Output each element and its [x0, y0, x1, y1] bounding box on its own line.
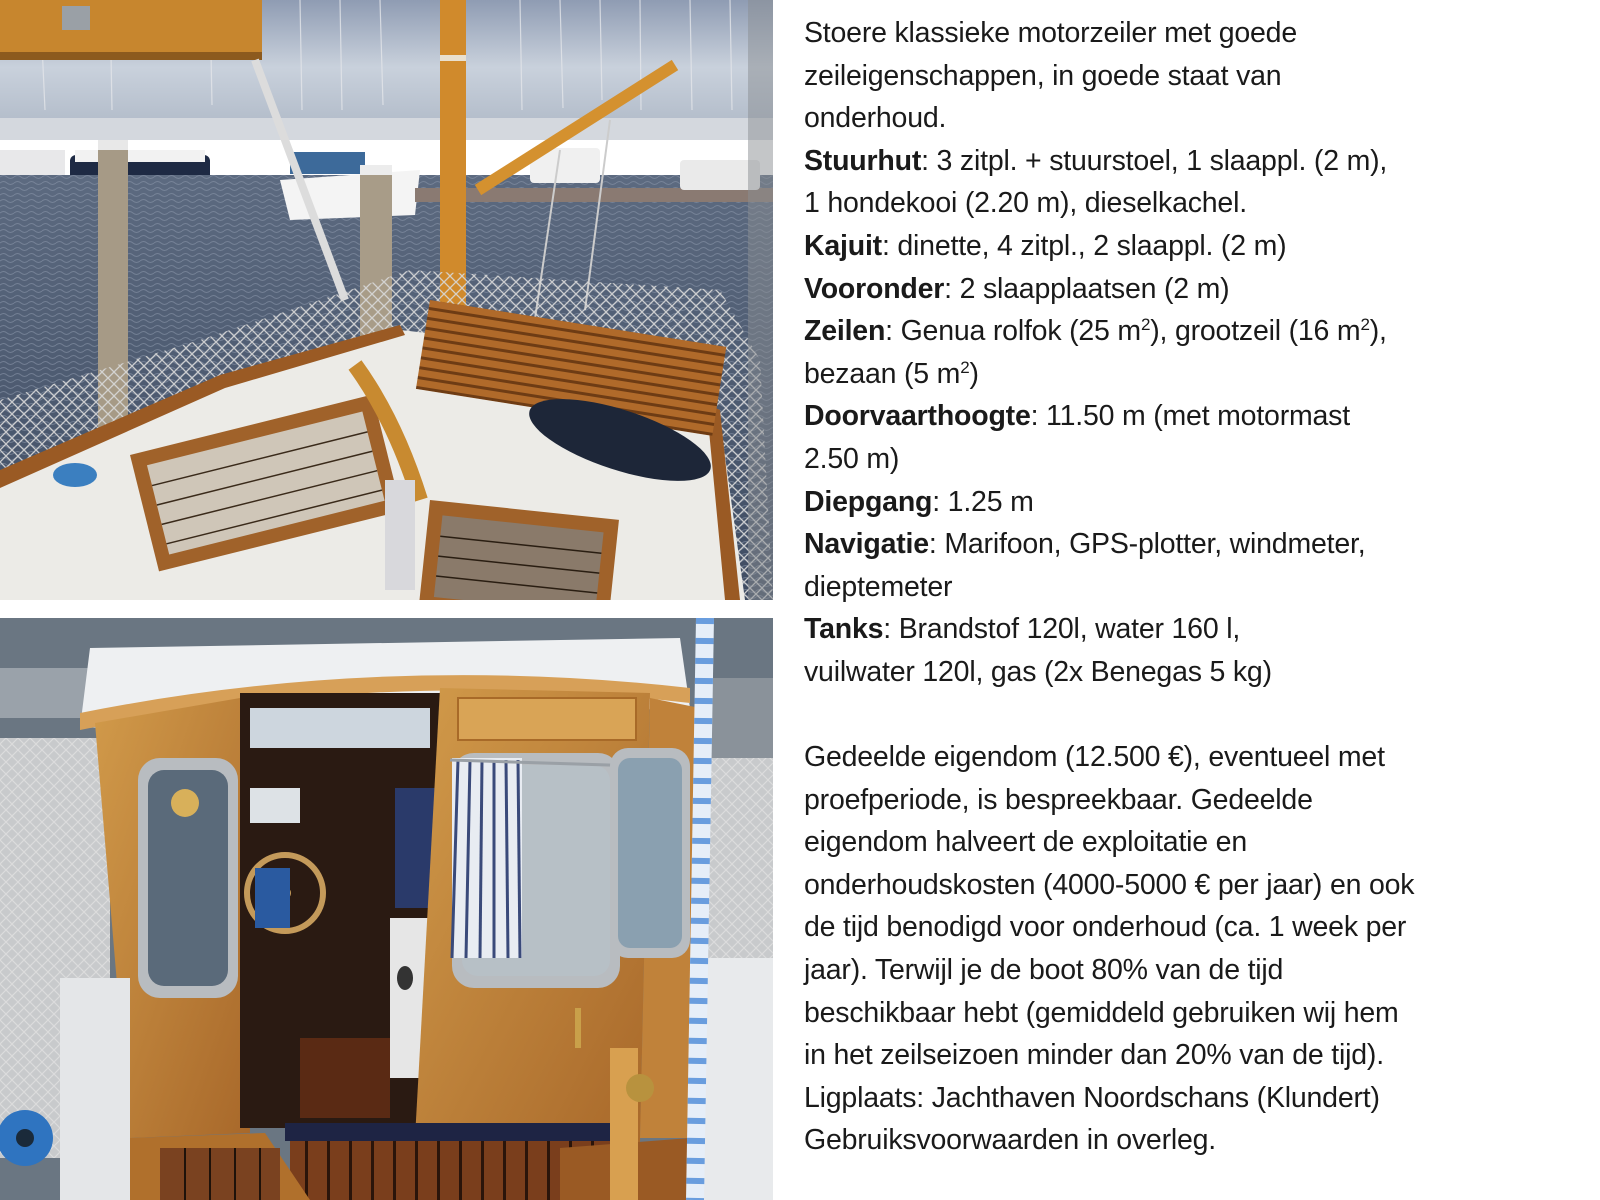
spec-zeilen-cont [804, 353, 1594, 396]
intro-line: Stoere klassieke motorzeiler met goede [804, 17, 1297, 49]
spec-label: Doorvaarthoogte [804, 400, 1031, 433]
listing-description [804, 12, 1594, 1162]
spec-tanks [804, 608, 1594, 651]
spec-value: : 2 slaapplaatsen (2 m) [944, 272, 1230, 305]
spec-value: : dinette, 4 zitpl., 2 slaappl. (2 m) [881, 229, 1287, 262]
specs-list [804, 140, 1594, 694]
spec-label: Zeilen [804, 315, 886, 348]
superscript: 2 [1140, 315, 1151, 335]
ownership-line: beschikbaar hebt (gemiddeld gebruiken wij hem [804, 996, 1399, 1029]
spec-tanks-cont: vuilwater 120l, gas (2x Benegas 5 kg) [804, 655, 1272, 688]
spec-value: ), [1369, 315, 1387, 348]
spec-stuurhut-cont: 1 hondekooi (2.20 m), dieselkachel. [804, 187, 1247, 220]
ownership-line: Gedeelde eigendom (12.500 €), eventueel met [804, 741, 1385, 774]
ownership-line: proefperiode, is bespreekbaar. Gedeelde [804, 783, 1313, 816]
boat-foredeck-photo [0, 0, 773, 600]
spec-value: : Marifoon, GPS-plotter, windmeter, [928, 528, 1366, 561]
wheelhouse-photo-image [0, 618, 773, 1200]
spec-value: ), grootzeil (16 m [1150, 315, 1361, 348]
superscript: 2 [960, 357, 970, 377]
paragraph-spacer [804, 694, 1594, 737]
ownership-line: jaar). Terwijl je de boot 80% van de tijd [804, 954, 1284, 987]
spec-value: bezaan (5 m [804, 357, 961, 390]
spec-doorvaarthoogte [804, 395, 1594, 438]
spec-value: : 3 zitpl. + stuurstoel, 1 slaappl. (2 m), [921, 144, 1388, 177]
spec-navigatie-cont: dieptemeter [804, 570, 953, 603]
spec-label: Kajuit [804, 229, 882, 262]
spec-label: Stuurhut [804, 144, 922, 177]
spec-value: ) [969, 357, 979, 390]
spec-navigatie [804, 523, 1594, 566]
spec-value: : Genua rolfok (25 m [885, 315, 1141, 348]
foredeck-photo-image [0, 0, 773, 600]
superscript: 2 [1360, 315, 1370, 335]
spec-doorvaarthoogte-cont: 2.50 m) [804, 442, 900, 475]
spec-diepgang [804, 481, 1594, 524]
ownership-line: de tijd benodigd voor onderhoud (ca. 1 week per [804, 911, 1407, 944]
ownership-line: onderhoudskosten (4000-5000 € per jaar) en ook [804, 868, 1415, 901]
spec-zeilen [804, 310, 1594, 353]
spec-kajuit [804, 225, 1594, 268]
intro-line: onderhoud. [804, 102, 947, 135]
spec-label: Vooronder [804, 272, 945, 305]
intro-line: zeileigenschappen, in goede staat van [804, 59, 1282, 92]
ownership-line: in het zeilseizoen minder dan 20% van de tijd). [804, 1039, 1384, 1072]
spec-value: : 1.25 m [932, 485, 1034, 518]
mooring-location-line: Ligplaats: Jachthaven Noordschans (Klundert) [804, 1081, 1380, 1114]
spec-label: Tanks [804, 613, 884, 646]
spec-vooronder [804, 268, 1594, 311]
spec-stuurhut [804, 140, 1594, 183]
spec-label: Navigatie [804, 528, 929, 561]
ownership-line: eigendom halveert de exploitatie en [804, 826, 1247, 859]
spec-label: Diepgang [804, 485, 933, 518]
terms-line: Gebruiksvoorwaarden in overleg. [804, 1124, 1217, 1157]
boat-wheelhouse-photo [0, 618, 773, 1200]
spec-value: : 11.50 m (met motormast [1030, 400, 1350, 433]
intro-paragraph [804, 12, 1594, 140]
spec-value: : Brandstof 120l, water 160 l, [883, 613, 1241, 646]
ownership-paragraph [804, 736, 1594, 1162]
